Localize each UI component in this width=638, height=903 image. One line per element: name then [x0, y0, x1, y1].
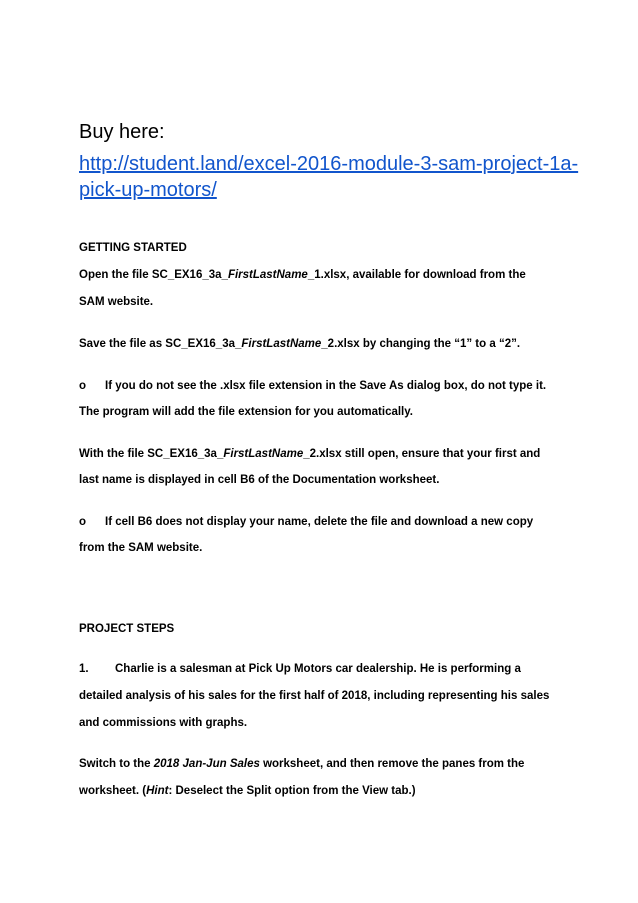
step1-line3: and commissions with graphs. [79, 717, 248, 729]
bullet1-line2: The program will add the file extension for you automatically. [79, 406, 413, 418]
product-link-line2[interactable]: pick-up-motors/ [79, 179, 217, 201]
getting-started-heading: GETTING STARTED [79, 242, 187, 254]
step1-line2: detailed analysis of his sales for the first half of 2018, including representing his sales [79, 690, 550, 702]
save-file-line: Save the file as SC_EX16_3a_FirstLastName_2.xlsx by changing the “1” to a “2”. [79, 338, 521, 350]
step-number: 1. [79, 663, 89, 675]
open-file-line2: SAM website. [79, 296, 154, 308]
switch-line: Switch to the 2018 Jan-Jun Sales worksheet, and then remove the panes from the [79, 758, 525, 770]
bullet-marker: o [79, 516, 87, 528]
with-file-line1: With the file SC_EX16_3a_FirstLastName_2.xlsx still open, ensure that your first and [79, 448, 541, 460]
bullet-marker: o [79, 380, 87, 392]
project-steps-heading: PROJECT STEPS [79, 623, 175, 635]
hint-line: worksheet. (Hint: Deselect the Split option from the View tab.) [79, 785, 416, 797]
step1-line1: 1. Charlie is a salesman at Pick Up Motors car dealership. He is performing a [79, 663, 521, 675]
product-link-line1[interactable]: http://student.land/excel-2016-module-3-sam-project-1a- [79, 153, 579, 175]
bullet2-line2: from the SAM website. [79, 542, 203, 554]
open-file-line1: Open the file SC_EX16_3a_FirstLastName_1.xlsx, available for download from the [79, 269, 526, 281]
bullet2-line1: o If cell B6 does not display your name, delete the file and download a new copy [79, 516, 534, 528]
with-file-line2: last name is displayed in cell B6 of the Documentation worksheet. [79, 474, 440, 486]
buy-here-label: Buy here: [79, 121, 165, 143]
bullet1-line1: o If you do not see the .xlsx file extension in the Save As dialog box, do not type it. [79, 380, 547, 392]
